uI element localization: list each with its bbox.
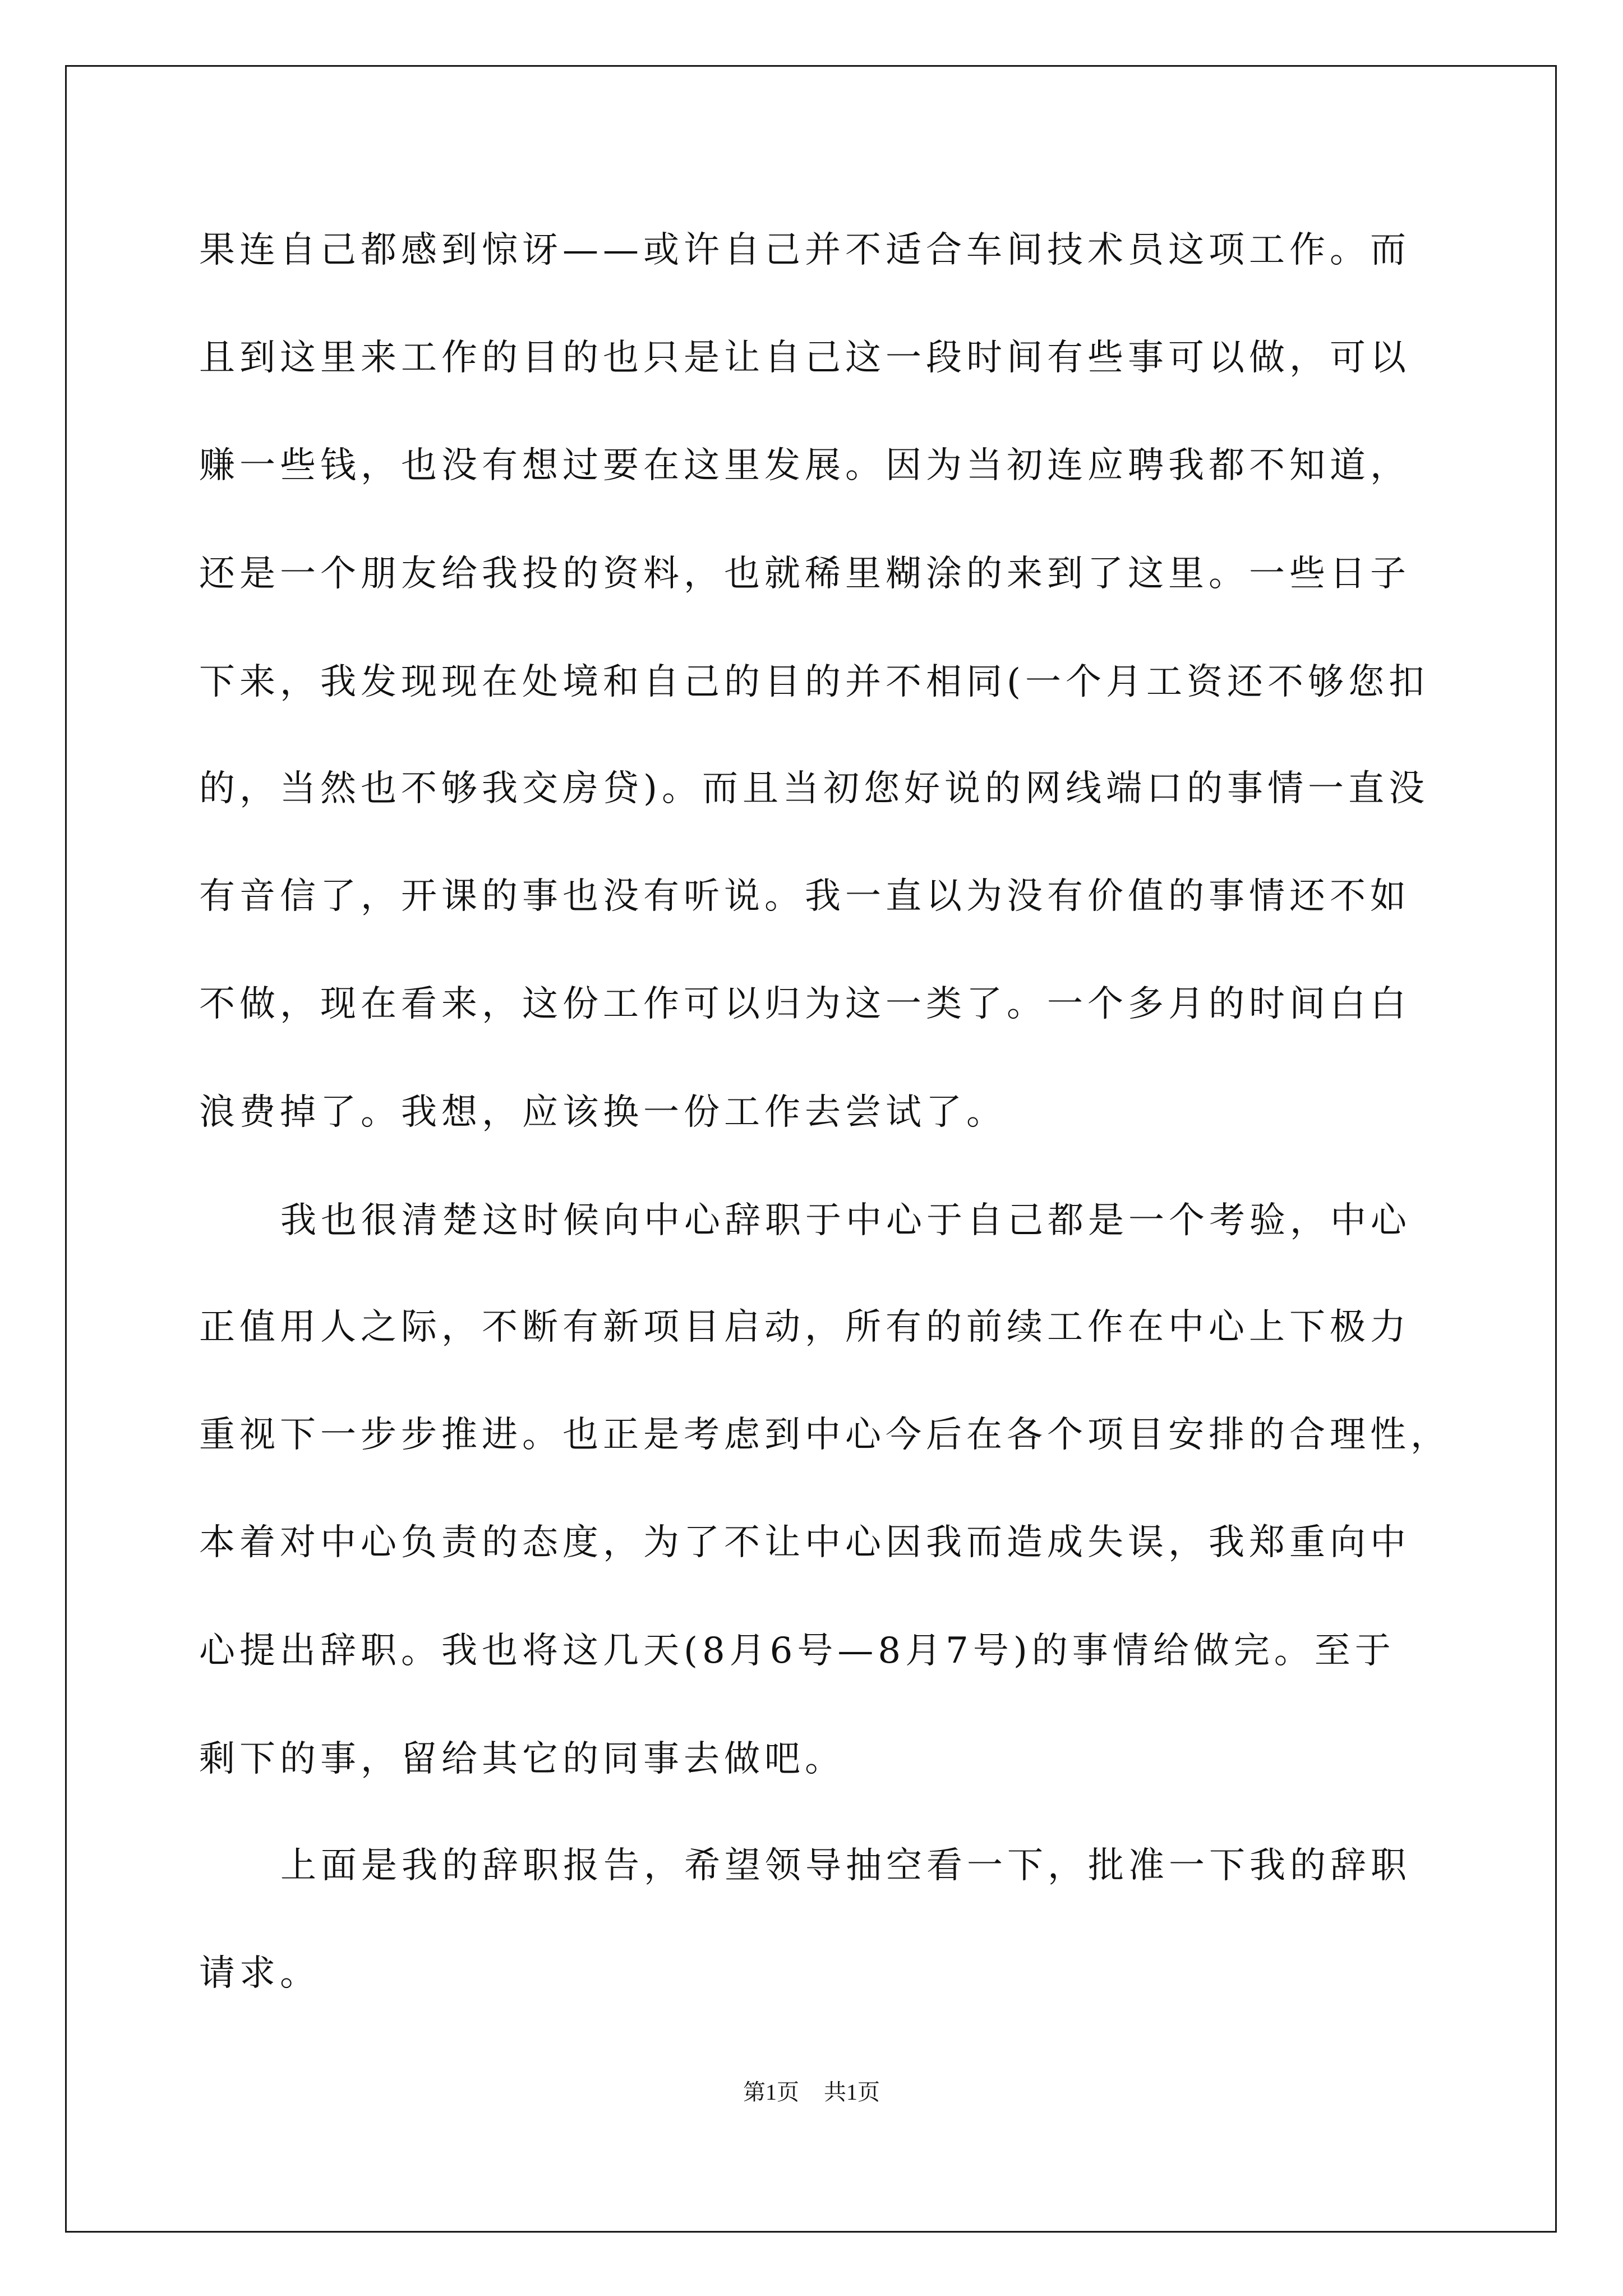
page-number: 第1页 (743, 2079, 799, 2105)
text-line: 心提出辞职。我也将这几天(8月6号—8月7号)的事情给做完。至于 (199, 1630, 1395, 1672)
text-line: 请求。 (199, 1953, 320, 1994)
text-line: 重视下一步步推进。也正是考虑到中心今后在各个项目安排的合理性， (199, 1414, 1451, 1456)
text-line: 下来，我发现现在处境和自己的目的并不相同(一个月工资还不够您扣 (199, 661, 1429, 703)
text-line: 且到这里来工作的目的也只是让自己这一段时间有些事可以做，可以 (199, 337, 1410, 379)
text-line: 果连自己都感到惊讶——或许自己并不适合车间技术员这项工作。而 (199, 229, 1410, 271)
text-line: 的，当然也不够我交房贷)。而且当初您好说的网线端口的事情一直没 (199, 768, 1429, 809)
page-footer (0, 2078, 1623, 2106)
text-line: 浪费掉了。我想，应该换一份工作去尝试了。 (199, 1092, 1007, 1133)
text-line: 正值用人之际，不断有新项目启动，所有的前续工作在中心上下极力 (199, 1306, 1410, 1348)
text-line: 剩下的事，留给其它的同事去做吧。 (199, 1738, 845, 1780)
page-border (65, 65, 1557, 2233)
text-line: 赚一些钱，也没有想过要在这里发展。因为当初连应聘我都不知道， (199, 445, 1410, 486)
text-line: 本着对中心负责的态度，为了不让中心因我而造成失误，我郑重向中 (199, 1522, 1410, 1563)
text-line: 还是一个朋友给我投的资料，也就稀里糊涂的来到了这里。一些日子 (199, 553, 1410, 595)
total-pages: 共1页 (824, 2079, 880, 2105)
text-line: 有音信了，开课的事也没有听说。我一直以为没有价值的事情还不如 (199, 876, 1410, 917)
text-line: 我也很清楚这时候向中心辞职于中心于自己都是一个考验，中心 (280, 1200, 1411, 1241)
text-line: 不做，现在看来，这份工作可以归为这一类了。一个多月的时间白白 (199, 983, 1410, 1025)
text-line: 上面是我的辞职报告，希望领导抽空看一下，批准一下我的辞职 (280, 1845, 1411, 1887)
